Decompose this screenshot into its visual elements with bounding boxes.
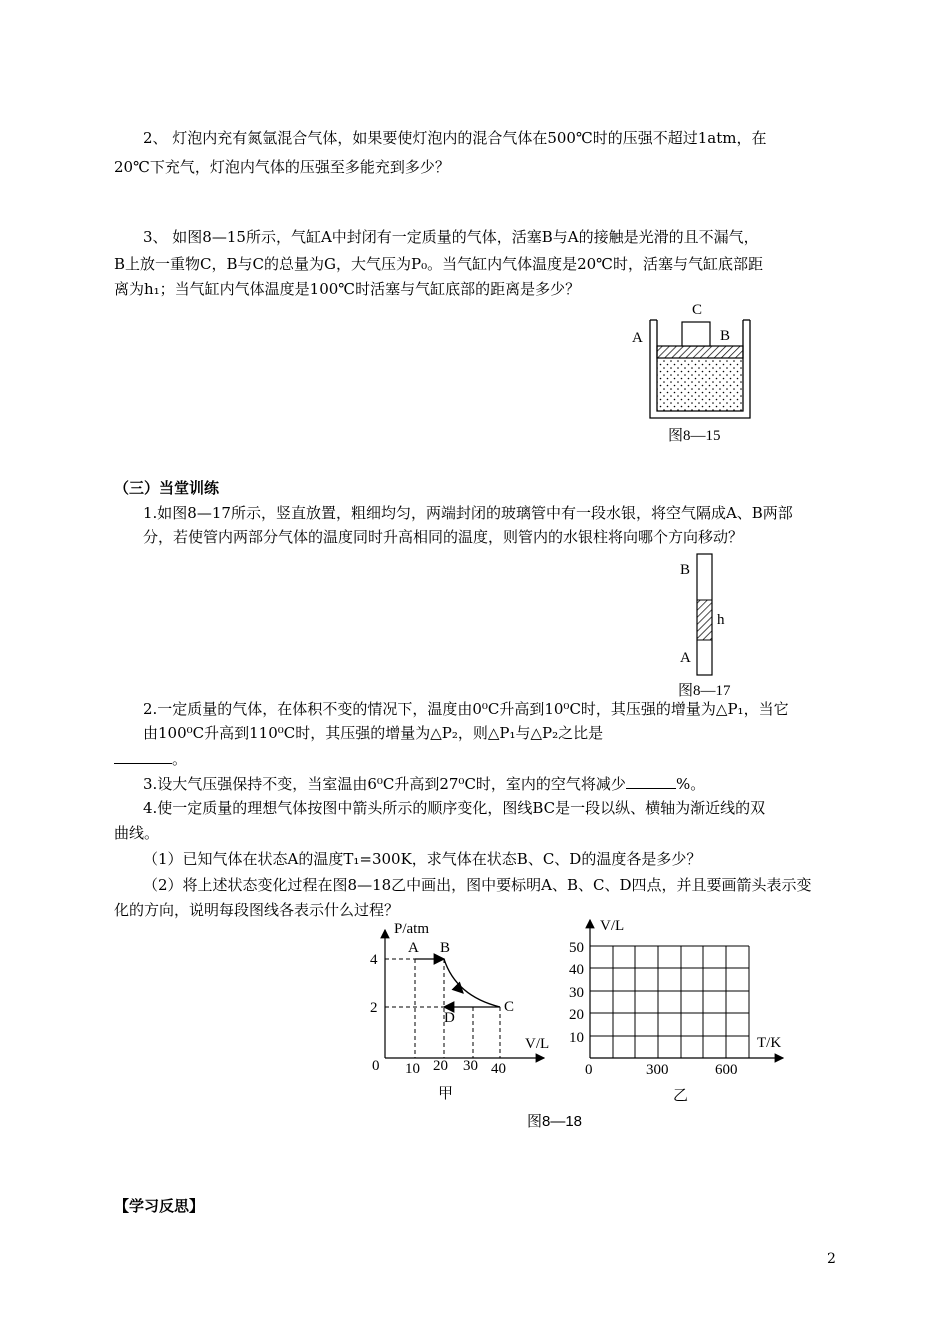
reflection-title: 【学习反思】 (114, 1197, 205, 1215)
point-b-label: B (440, 940, 451, 956)
q3-line3: 离为h₁；当气缸内气体温度是100℃时活塞与气缸底部的距离是多少？ (114, 280, 581, 298)
jia-ylabel: P/atm (394, 921, 430, 937)
ex4-line1: 4.使一定质量的理想气体按图中箭头所示的顺序变化，图线BC是一段以纵、横轴为渐近线的双 (143, 799, 766, 817)
figure-8-15 (620, 296, 770, 446)
yi-xtick-600: 600 (715, 1062, 738, 1078)
point-c-label: C (504, 999, 515, 1015)
figure-8-18-yi (565, 912, 795, 1108)
fig817-caption: 图8—17 (678, 683, 731, 699)
q3-line2: B上放一重物C，B与C的总量为G，大气压为P₀。当气缸内气体温度是20℃时，活塞与气缸底部距 (114, 255, 763, 273)
yi-ytick-40: 40 (569, 962, 584, 978)
jia-xtick-40: 40 (491, 1061, 506, 1077)
jia-xtick-20: 20 (433, 1058, 448, 1074)
yi-xtick-300: 300 (646, 1062, 669, 1078)
yi-ytick-20: 20 (569, 1007, 584, 1023)
yi-ylabel: V/L (600, 918, 625, 934)
ex2-answer-blank (114, 748, 172, 764)
section3-title: （三）当堂训练 (114, 479, 220, 497)
q2-line1: 2、 灯泡内充有氮氩混合气体，如果要使灯泡内的混合气体在500℃时的压强不超过1atm，在 (143, 129, 767, 147)
ex4-line2: 曲线。 (114, 824, 160, 842)
yi-grid (590, 946, 749, 1058)
jia-caption: 甲 (438, 1086, 454, 1102)
jia-ytick-2: 2 (370, 1000, 378, 1016)
ex4-sub2-line2: 化的方向，说明每段图线各表示什么过程？ (114, 901, 400, 919)
yi-ytick-10: 10 (569, 1030, 584, 1046)
label-b: B (680, 562, 691, 578)
ex4-sub1: （1）已知气体在状态A的温度T₁=300K，求气体在状态B、C、D的温度各是多少？ (143, 850, 702, 868)
ex3-answer-blank (626, 773, 676, 789)
page-number: 2 (827, 1251, 836, 1267)
label-b: B (720, 328, 731, 344)
ex1-line2: 分，若使管内两部分气体的温度同时升高相同的温度，则管内的水银柱将向哪个方向移动？ (143, 528, 744, 546)
weight-c (682, 322, 710, 346)
jia-xtick-10: 10 (405, 1061, 420, 1077)
fig818-caption: 图8—18 (527, 1113, 583, 1130)
gas-region (657, 358, 743, 411)
mercury-column (697, 600, 712, 640)
segment-bc (444, 959, 500, 1007)
yi-ytick-50: 50 (569, 940, 584, 956)
ex1-line1: 1.如图8—17所示，竖直放置，粗细均匀，两端封闭的玻璃管中有一段水银，将空气隔成A、B两部 (143, 504, 793, 522)
point-d-label: D (444, 1010, 455, 1026)
ex2-line3-end: 。 (172, 750, 188, 768)
fig815-caption: 图8—15 (668, 428, 721, 444)
jia-ytick-4: 4 (370, 952, 378, 968)
jia-xtick-30: 30 (463, 1058, 478, 1074)
figure-8-17 (670, 552, 750, 700)
label-h: h (717, 612, 725, 628)
figure-8-18-jia (360, 918, 560, 1108)
ex3-text-before: 3.设大气压强保持不变，当室温由6⁰C升高到27⁰C时，室内的空气将减少 (143, 775, 626, 793)
piston-b (657, 346, 743, 358)
ex2-line1: 2.一定质量的气体，在体积不变的情况下，温度由0⁰C升高到10⁰C时，其压强的增量为△P₁，当它 (143, 700, 789, 718)
jia-origin: 0 (372, 1058, 380, 1074)
ex2-line3 (114, 748, 187, 770)
ex3-text-after: %。 (675, 775, 706, 793)
label-a: A (632, 330, 643, 346)
label-a: A (680, 650, 691, 666)
jia-xlabel: V/L (525, 1036, 550, 1052)
label-c: C (692, 302, 703, 318)
q2-line2: 20℃下充气，灯泡内气体的压强至多能充到多少？ (114, 158, 450, 176)
q3-line1: 3、 如图8—15所示，气缸A中封闭有一定质量的气体，活塞B与A的接触是光滑的且不漏气， (143, 228, 759, 246)
yi-caption: 乙 (673, 1088, 689, 1104)
yi-xlabel: T/K (757, 1035, 782, 1051)
yi-ytick-30: 30 (569, 985, 584, 1001)
point-a-label: A (408, 940, 419, 956)
ex2-line2: 由100⁰C升高到110⁰C时，其压强的增量为△P₂，则△P₁与△P₂之比是 (143, 724, 604, 742)
ex3-line (143, 773, 705, 795)
yi-origin: 0 (585, 1062, 593, 1078)
ex4-sub2-line1: （2）将上述状态变化过程在图8—18乙中画出，图中要标明A、B、C、D四点，并且要画箭头表示变 (143, 876, 812, 894)
